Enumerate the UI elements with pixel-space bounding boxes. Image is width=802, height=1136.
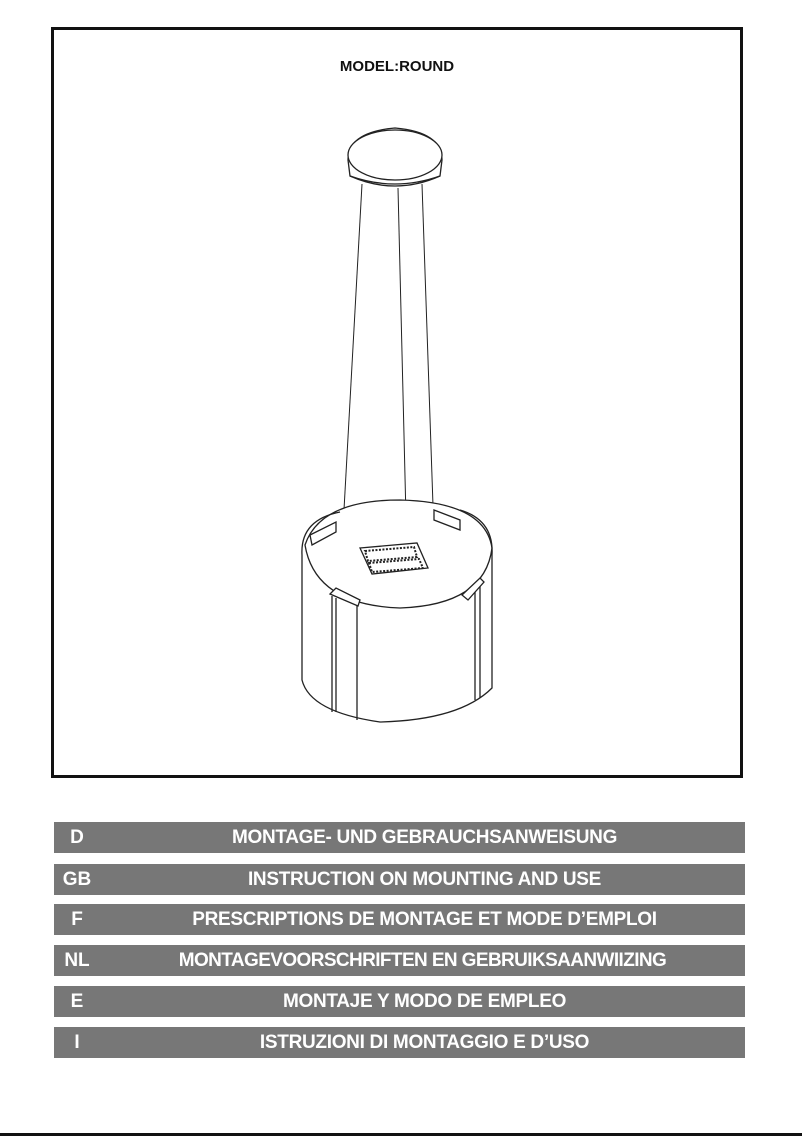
language-bar-nl	[54, 945, 745, 976]
model-label: MODEL:ROUND	[339, 58, 455, 75]
ceiling-canopy	[348, 128, 442, 186]
language-title: MONTAJE Y MODO DE EMPLEO	[282, 991, 567, 1012]
language-bar-d	[54, 822, 745, 853]
language-bar-e	[54, 986, 745, 1017]
language-bar-f	[54, 904, 745, 935]
language-bar-gb	[54, 864, 745, 895]
language-title: ISTRUZIONI DI MONTAGGIO E D’USO	[259, 1032, 590, 1053]
language-code: E	[70, 991, 84, 1012]
cylinder-hood	[302, 500, 492, 722]
language-title: MONTAGEVOORSCHRIFTEN EN GEBRUIKSAANWIIZING	[178, 950, 667, 971]
language-code: F	[71, 909, 83, 930]
language-title: MONTAGE- UND GEBRAUCHSANWEISUNG	[231, 827, 618, 848]
language-title: INSTRUCTION ON MOUNTING AND USE	[247, 869, 602, 890]
language-code: NL	[64, 950, 90, 971]
language-code: GB	[62, 869, 92, 890]
language-code: I	[74, 1032, 80, 1053]
language-title: PRESCRIPTIONS DE MONTAGE ET MODE D’EMPLOI	[192, 909, 657, 930]
language-code: D	[70, 827, 84, 848]
language-bar-i	[54, 1027, 745, 1058]
grille	[360, 543, 428, 574]
